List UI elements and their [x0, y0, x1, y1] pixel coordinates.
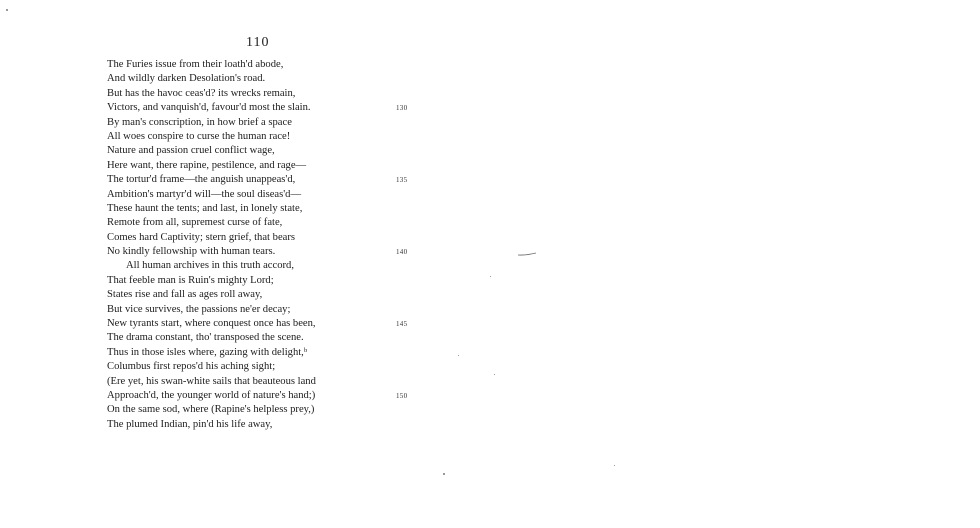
poem-line: [107, 317, 437, 331]
paper-speck: [614, 465, 615, 466]
line-text: Remote from all, supremest curse of fate,: [107, 217, 283, 229]
line-text: All woes conspire to curse the human race!: [107, 130, 291, 142]
line-text: The tortur'd frame—the anguish unappeas'd,: [107, 174, 296, 186]
line-number: 135: [396, 176, 408, 185]
line-text: Approach'd, the younger world of nature's hand;): [107, 389, 316, 401]
poem-line: [107, 188, 437, 202]
poem-line: [107, 58, 437, 72]
line-text: States rise and fall as ages roll away,: [107, 289, 263, 301]
poem-text: [107, 58, 437, 432]
line-text: (Ere yet, his swan-white sails that beauteous land: [107, 375, 316, 387]
poem-line: [107, 245, 437, 259]
poem-line: [107, 274, 437, 288]
poem-line: [107, 87, 437, 101]
poem-line: [107, 259, 437, 273]
line-text: By man's conscription, in how brief a space: [107, 116, 292, 128]
line-text: But has the havoc ceas'd? its wrecks remain,: [107, 87, 296, 99]
poem-line: [107, 101, 437, 115]
poem-line: [107, 346, 437, 360]
poem-line: [107, 375, 437, 389]
poem-line: [107, 130, 437, 144]
line-text: Here want, there rapine, pestilence, and rage—: [107, 159, 307, 171]
line-number: 140: [396, 248, 408, 257]
line-text: On the same sod, where (Rapine's helpless prey,): [107, 404, 315, 416]
line-number: 150: [396, 391, 408, 400]
paper-speck: [494, 374, 495, 375]
line-text: And wildly darken Desolation's road.: [107, 73, 266, 85]
poem-line: [107, 144, 437, 158]
line-text: Comes hard Captivity; stern grief, that bears: [107, 231, 295, 243]
line-text: The drama constant, tho' transposed the scene.: [107, 332, 304, 344]
poem-line: [107, 288, 437, 302]
line-text: All human archives in this truth accord,: [126, 260, 294, 272]
poem-line: [107, 202, 437, 216]
ink-stroke-mark: [518, 252, 536, 256]
paper-speck: [458, 355, 459, 356]
page-number: 110: [246, 35, 270, 50]
poem-line: [107, 418, 437, 432]
poem-line: [107, 403, 437, 417]
poem-line: [107, 331, 437, 345]
line-text: These haunt the tents; and last, in lonely state,: [107, 202, 303, 214]
line-text: Nature and passion cruel conflict wage,: [107, 145, 275, 157]
paper-speck: [6, 9, 8, 11]
poem-line: [107, 360, 437, 374]
line-text: No kindly fellowship with human tears.: [107, 246, 276, 258]
poem-line: [107, 159, 437, 173]
line-text: But vice survives, the passions ne'er decay;: [107, 303, 291, 315]
line-number: 145: [396, 320, 408, 329]
line-text: Victors, and vanquish'd, favour'd most the slain.: [107, 102, 311, 114]
line-number: 130: [396, 104, 408, 113]
line-text: New tyrants start, where conquest once has been,: [107, 318, 316, 330]
poem-line: [107, 216, 437, 230]
poem-line: [107, 231, 437, 245]
line-text: Ambition's martyr'd will—the soul diseas'd—: [107, 188, 302, 200]
poem-line: [107, 72, 437, 86]
poem-line: [107, 389, 437, 403]
paper-speck: [443, 473, 445, 475]
line-text: The plumed Indian, pin'd his life away,: [107, 418, 273, 430]
line-text: That feeble man is Ruin's mighty Lord;: [107, 274, 274, 286]
line-text: The Furies issue from their loath'd abode,: [107, 59, 284, 70]
poem-line: [107, 116, 437, 130]
paper-speck: [490, 276, 491, 277]
line-text: Thus in those isles where, gazing with delight,ᵇ: [107, 346, 308, 358]
poem-line: [107, 173, 437, 187]
poem-line: [107, 303, 437, 317]
line-text: Columbus first repos'd his aching sight;: [107, 361, 276, 373]
